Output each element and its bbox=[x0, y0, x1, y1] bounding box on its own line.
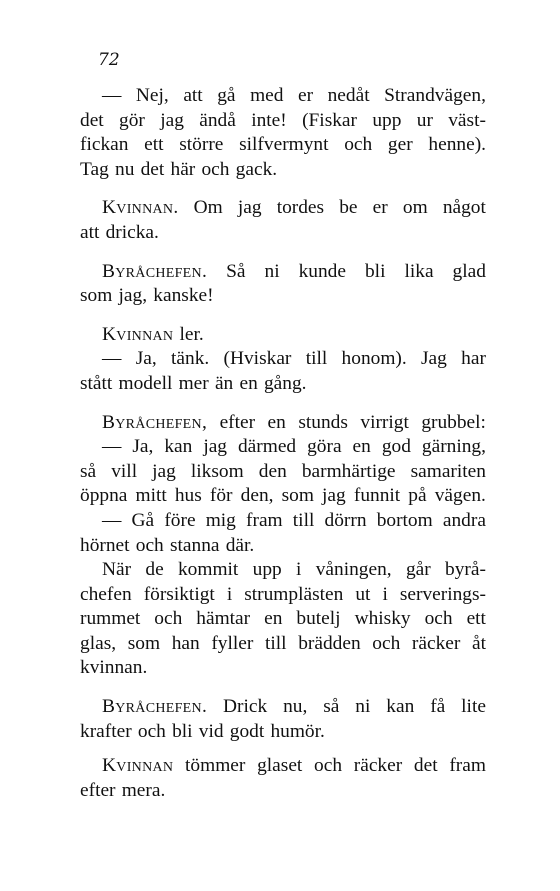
word: — bbox=[102, 348, 122, 370]
word: hämtar bbox=[196, 608, 251, 630]
word: gång. bbox=[263, 372, 307, 394]
word: det bbox=[413, 755, 438, 777]
word: jag bbox=[203, 436, 228, 458]
word: godt bbox=[229, 720, 265, 742]
word: på bbox=[408, 485, 427, 507]
word: göra bbox=[307, 436, 342, 458]
word: en bbox=[352, 436, 371, 458]
word: samariten bbox=[410, 460, 486, 482]
word: Ja, bbox=[132, 436, 154, 458]
word: ut bbox=[355, 583, 371, 605]
word: hus bbox=[174, 485, 202, 507]
text-line bbox=[80, 196, 486, 221]
word: lite bbox=[461, 696, 486, 718]
word: mig bbox=[205, 509, 236, 531]
text-line bbox=[80, 779, 486, 804]
word: glas, bbox=[80, 632, 117, 654]
text-line bbox=[80, 158, 486, 183]
word: Drick bbox=[223, 696, 268, 718]
word: som bbox=[281, 485, 314, 507]
word: stanna bbox=[169, 534, 220, 556]
word: tänk. bbox=[171, 348, 210, 370]
word: kan bbox=[164, 436, 193, 458]
word: (Fiskar bbox=[302, 109, 357, 131]
word: mitt bbox=[135, 485, 167, 507]
text-line bbox=[80, 109, 486, 134]
word: de bbox=[145, 559, 164, 581]
word: fickan bbox=[80, 134, 129, 156]
word: krafter bbox=[80, 720, 132, 742]
word: Tag bbox=[80, 158, 109, 180]
word: ler. bbox=[179, 323, 204, 345]
word: Jag bbox=[421, 348, 447, 370]
word: än bbox=[214, 372, 234, 394]
word: våningen, bbox=[315, 559, 392, 581]
word: fram bbox=[246, 509, 283, 531]
word: i bbox=[226, 583, 233, 605]
word: be bbox=[339, 197, 358, 219]
word: vägen. bbox=[434, 485, 486, 507]
word: butelj bbox=[296, 608, 341, 630]
word: Nej, bbox=[135, 85, 169, 106]
word: lika bbox=[404, 260, 434, 282]
word: silfvermynt bbox=[239, 134, 329, 156]
word: honom). bbox=[341, 348, 407, 370]
word: den bbox=[258, 460, 287, 482]
text-line bbox=[80, 509, 486, 534]
text-line bbox=[80, 260, 486, 285]
word: tömmer bbox=[185, 755, 246, 777]
word: andra bbox=[442, 509, 486, 531]
text-line bbox=[80, 558, 486, 583]
word: bli bbox=[364, 260, 386, 282]
word: whisky bbox=[354, 608, 411, 630]
word: det bbox=[80, 109, 104, 131]
word: jag bbox=[237, 197, 262, 219]
word: och bbox=[372, 632, 401, 654]
page-number: 72 bbox=[98, 50, 120, 70]
text-line bbox=[80, 460, 486, 485]
word: så bbox=[323, 696, 340, 718]
word: och bbox=[135, 534, 164, 556]
word: rummet bbox=[80, 608, 141, 630]
word: upp bbox=[372, 109, 402, 131]
word: inte! bbox=[251, 109, 287, 131]
word: ett bbox=[466, 608, 486, 630]
word: i bbox=[382, 583, 388, 605]
word: glaset bbox=[257, 755, 303, 777]
word: dricka. bbox=[105, 221, 159, 243]
word: att bbox=[80, 221, 100, 243]
text-line bbox=[80, 484, 486, 509]
word: åt bbox=[472, 632, 486, 654]
text-line bbox=[80, 695, 486, 720]
word: en bbox=[264, 608, 283, 630]
speaker-name: Byråchefen. bbox=[102, 260, 208, 282]
word: därmed bbox=[237, 436, 297, 458]
word: som bbox=[80, 285, 113, 307]
word: — bbox=[102, 436, 122, 458]
word: jag, bbox=[118, 285, 148, 307]
text-line bbox=[80, 323, 486, 348]
word: henne). bbox=[428, 134, 486, 156]
word: stunds bbox=[298, 411, 348, 433]
paragraph bbox=[80, 754, 486, 803]
word: jag bbox=[152, 460, 176, 482]
text-line bbox=[80, 656, 486, 681]
speaker-name: Kvinnan bbox=[102, 755, 174, 777]
word: går bbox=[405, 559, 431, 581]
word: om bbox=[402, 197, 428, 219]
word: väst- bbox=[448, 109, 486, 131]
word: bli bbox=[172, 720, 193, 742]
word: upp bbox=[252, 559, 282, 581]
word: efter bbox=[219, 411, 256, 433]
word: före bbox=[164, 509, 196, 531]
word: Strandvägen, bbox=[384, 85, 486, 106]
speaker-name: Kvinnan bbox=[102, 323, 174, 345]
word: jag bbox=[322, 485, 346, 507]
text-line bbox=[80, 720, 486, 745]
word: större bbox=[179, 134, 224, 156]
paragraph bbox=[80, 323, 486, 397]
word: ni bbox=[264, 260, 280, 282]
word: efter bbox=[80, 779, 116, 801]
text-line bbox=[80, 133, 486, 158]
word: kunde bbox=[298, 260, 346, 282]
word: till bbox=[292, 509, 315, 531]
word: ett bbox=[144, 134, 164, 156]
speaker-name: Byråchefen. bbox=[102, 696, 208, 718]
paragraph bbox=[80, 196, 486, 245]
word: i bbox=[296, 559, 302, 581]
text-line bbox=[80, 372, 486, 397]
word: er bbox=[372, 197, 388, 219]
text-line bbox=[80, 534, 486, 559]
word: ändå bbox=[199, 109, 236, 131]
word: och bbox=[344, 134, 373, 156]
word: och bbox=[424, 608, 453, 630]
body-text bbox=[80, 84, 486, 803]
text-line bbox=[80, 411, 486, 436]
word: det bbox=[140, 158, 165, 180]
text-line bbox=[80, 84, 486, 109]
word: så bbox=[80, 460, 97, 482]
word: vid bbox=[198, 720, 224, 742]
word: — bbox=[102, 85, 122, 106]
word: försiktigt bbox=[143, 583, 215, 605]
word: en bbox=[267, 411, 286, 433]
text-line bbox=[80, 221, 486, 246]
word: kvinnan. bbox=[80, 657, 148, 679]
text-line bbox=[80, 347, 486, 372]
word: Så bbox=[226, 260, 246, 282]
word: liksom bbox=[190, 460, 244, 482]
text-line bbox=[80, 583, 486, 608]
word: byrå- bbox=[445, 559, 486, 581]
word: vill bbox=[111, 460, 138, 482]
word: funnit bbox=[353, 485, 401, 507]
word: bortom bbox=[376, 509, 433, 531]
word: tordes bbox=[276, 197, 325, 219]
word: ur bbox=[416, 109, 433, 131]
text-line bbox=[80, 284, 486, 309]
text-line bbox=[80, 754, 486, 779]
word: och bbox=[154, 608, 183, 630]
word: räcker bbox=[411, 632, 461, 654]
word: kan bbox=[386, 696, 415, 718]
word: fram bbox=[449, 755, 486, 777]
word: få bbox=[430, 696, 446, 718]
word: mer bbox=[178, 372, 209, 394]
text-line bbox=[80, 435, 486, 460]
word: till bbox=[264, 632, 287, 654]
word: till bbox=[305, 348, 328, 370]
word: (Hviskar bbox=[223, 348, 292, 370]
word: den, bbox=[240, 485, 274, 507]
word: jag bbox=[160, 109, 184, 131]
word: Om bbox=[193, 197, 223, 219]
word: — bbox=[102, 509, 122, 531]
word: ni bbox=[355, 696, 371, 718]
word: virrigt bbox=[360, 411, 409, 433]
word: nu, bbox=[283, 696, 308, 718]
word: Gå bbox=[131, 509, 155, 531]
word: kanske! bbox=[153, 285, 214, 307]
word: där. bbox=[225, 534, 255, 556]
speaker-name: Kvinnan. bbox=[102, 197, 179, 219]
word: Ja, bbox=[135, 348, 157, 370]
word: med bbox=[250, 85, 284, 106]
word: här bbox=[170, 158, 196, 180]
word: gå bbox=[217, 85, 236, 106]
word: nedåt bbox=[327, 85, 370, 106]
paragraph bbox=[80, 260, 486, 309]
word: som bbox=[127, 632, 161, 654]
speaker-name: Byråchefen, bbox=[102, 411, 208, 433]
word: fyller bbox=[211, 632, 254, 654]
word: räcker bbox=[353, 755, 403, 777]
word: han bbox=[171, 632, 200, 654]
word: och bbox=[137, 720, 166, 742]
word: kommit bbox=[177, 559, 239, 581]
word: gack. bbox=[235, 158, 278, 180]
word: en bbox=[239, 372, 258, 394]
word: och bbox=[201, 158, 230, 180]
word: att bbox=[183, 85, 203, 106]
word: brädden bbox=[298, 632, 361, 654]
word: glad bbox=[452, 260, 486, 282]
word: humör. bbox=[270, 720, 325, 742]
word: och bbox=[314, 755, 343, 777]
word: för bbox=[209, 485, 233, 507]
word: gärning, bbox=[421, 436, 486, 458]
word: stått bbox=[80, 372, 113, 394]
word: grubbel: bbox=[421, 411, 486, 433]
word: strumplästen bbox=[244, 583, 344, 605]
word: öppna bbox=[80, 485, 128, 507]
paragraph bbox=[80, 695, 486, 744]
word: gör bbox=[119, 109, 145, 131]
paragraph bbox=[80, 84, 486, 182]
word: er bbox=[298, 85, 314, 106]
word: chefen bbox=[80, 583, 132, 605]
word: ger bbox=[387, 134, 413, 156]
text-line bbox=[80, 632, 486, 657]
word: god bbox=[381, 436, 411, 458]
word: har bbox=[461, 348, 486, 370]
text-line bbox=[80, 607, 486, 632]
word: nu bbox=[115, 158, 135, 180]
word: barmhärtige bbox=[301, 460, 396, 482]
word: dörrn bbox=[324, 509, 367, 531]
word: hörnet bbox=[80, 534, 130, 556]
word: mera. bbox=[121, 779, 166, 801]
word: När bbox=[102, 559, 132, 581]
word: modell bbox=[118, 372, 173, 394]
word: något bbox=[442, 197, 486, 219]
word: serverings- bbox=[399, 583, 486, 605]
paragraph bbox=[80, 411, 486, 682]
